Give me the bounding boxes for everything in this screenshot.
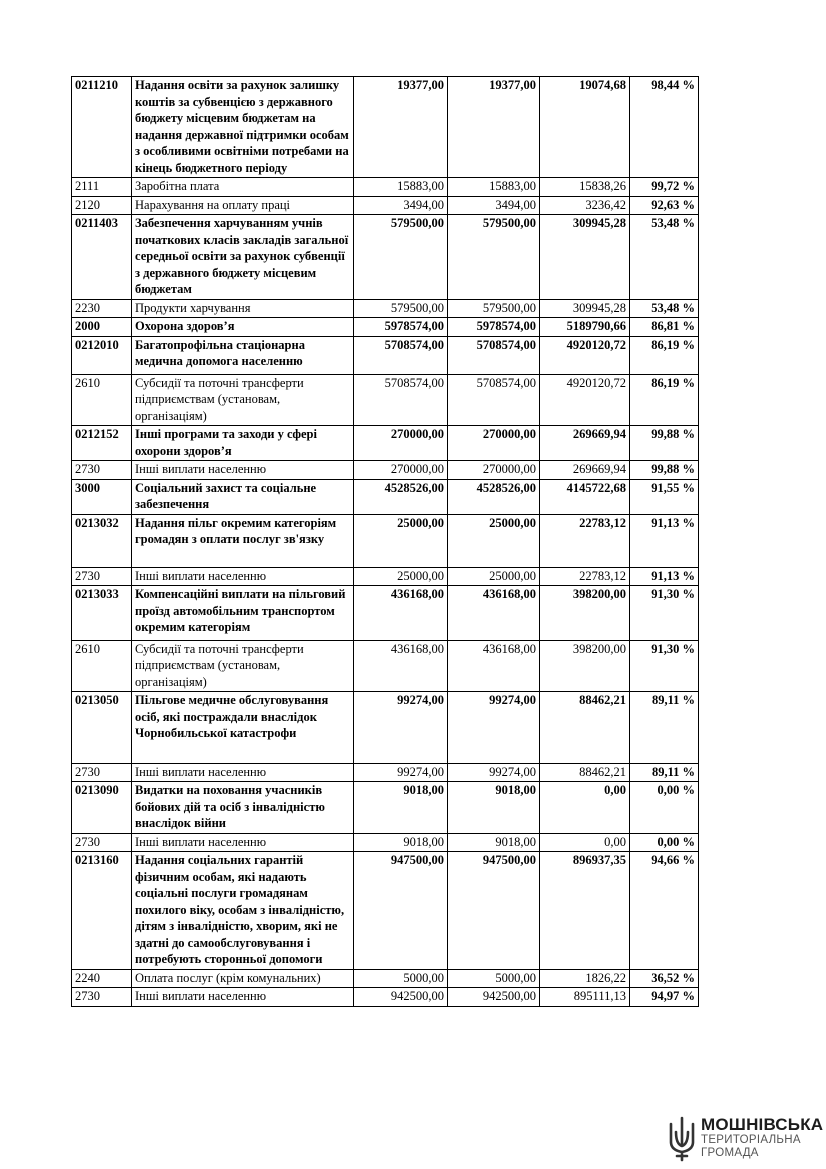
row-actual: 269669,94 xyxy=(540,461,630,480)
table-row xyxy=(72,833,699,852)
table-row xyxy=(72,852,699,970)
logo-subtitle-1: ТЕРИТОРІАЛЬНА xyxy=(701,1134,801,1146)
row-actual: 398200,00 xyxy=(540,586,630,641)
row-code: 0211210 xyxy=(72,77,132,178)
row-percent: 36,52 % xyxy=(630,969,699,988)
table-row xyxy=(72,77,699,178)
budget-execution-table xyxy=(71,76,699,1007)
row-code: 2730 xyxy=(72,567,132,586)
row-name: Продукти харчування xyxy=(132,299,354,318)
row-plan-year: 579500,00 xyxy=(354,215,448,300)
row-percent: 91,13 % xyxy=(630,567,699,586)
row-actual: 0,00 xyxy=(540,782,630,834)
row-code: 2730 xyxy=(72,833,132,852)
row-code: 2120 xyxy=(72,196,132,215)
table-row xyxy=(72,969,699,988)
row-actual: 269669,94 xyxy=(540,426,630,461)
table-row xyxy=(72,692,699,764)
row-code: 0213160 xyxy=(72,852,132,970)
row-actual: 4145722,68 xyxy=(540,479,630,514)
table-row xyxy=(72,586,699,641)
row-plan-year: 3494,00 xyxy=(354,196,448,215)
table-row xyxy=(72,479,699,514)
table-row xyxy=(72,988,699,1007)
row-actual: 1826,22 xyxy=(540,969,630,988)
row-percent: 99,88 % xyxy=(630,461,699,480)
row-plan-period: 270000,00 xyxy=(448,461,540,480)
row-name: Інші виплати населенню xyxy=(132,988,354,1007)
row-actual: 88462,21 xyxy=(540,692,630,764)
row-name: Інші виплати населенню xyxy=(132,461,354,480)
row-actual: 15838,26 xyxy=(540,178,630,197)
row-plan-year: 25000,00 xyxy=(354,567,448,586)
row-percent: 91,55 % xyxy=(630,479,699,514)
row-name: Інші виплати населенню xyxy=(132,763,354,782)
row-plan-period: 4528526,00 xyxy=(448,479,540,514)
row-plan-year: 5000,00 xyxy=(354,969,448,988)
row-actual: 4920120,72 xyxy=(540,374,630,426)
row-actual: 895111,13 xyxy=(540,988,630,1007)
row-name: Охорона здоров’я xyxy=(132,318,354,337)
table-row xyxy=(72,426,699,461)
row-percent: 94,66 % xyxy=(630,852,699,970)
row-plan-year: 579500,00 xyxy=(354,299,448,318)
row-name: Заробітна плата xyxy=(132,178,354,197)
row-plan-period: 436168,00 xyxy=(448,586,540,641)
row-plan-year: 5708574,00 xyxy=(354,336,448,374)
row-plan-period: 99274,00 xyxy=(448,692,540,764)
row-code: 0212010 xyxy=(72,336,132,374)
row-plan-year: 270000,00 xyxy=(354,426,448,461)
row-percent: 92,63 % xyxy=(630,196,699,215)
row-plan-period: 5978574,00 xyxy=(448,318,540,337)
row-plan-period: 270000,00 xyxy=(448,426,540,461)
row-plan-period: 15883,00 xyxy=(448,178,540,197)
row-name: Надання соціальних гарантій фізичним особам, які надають соціальні послуги громадянам похилого віку, особам з інвалідністю, дітям з інвалідністю, хворим, які не здатні до самообслуговування і потребують сторонньої допомоги xyxy=(132,852,354,970)
row-code: 0213090 xyxy=(72,782,132,834)
row-code: 2730 xyxy=(72,461,132,480)
row-plan-year: 9018,00 xyxy=(354,782,448,834)
row-name: Інші виплати населенню xyxy=(132,567,354,586)
row-percent: 86,19 % xyxy=(630,374,699,426)
logo-subtitle-2: ГРОМАДА xyxy=(701,1147,759,1159)
row-name: Компенсаційні виплати на пільговий проїзд автомобільним транспортом окремим категоріям xyxy=(132,586,354,641)
row-percent: 89,11 % xyxy=(630,763,699,782)
row-plan-year: 99274,00 xyxy=(354,692,448,764)
row-code: 0213050 xyxy=(72,692,132,764)
row-actual: 22783,12 xyxy=(540,514,630,567)
row-actual: 0,00 xyxy=(540,833,630,852)
row-percent: 98,44 % xyxy=(630,77,699,178)
row-name: Оплата послуг (крім комунальних) xyxy=(132,969,354,988)
row-plan-period: 25000,00 xyxy=(448,514,540,567)
table-row xyxy=(72,763,699,782)
row-percent: 0,00 % xyxy=(630,782,699,834)
row-plan-period: 3494,00 xyxy=(448,196,540,215)
table-row xyxy=(72,318,699,337)
row-plan-period: 25000,00 xyxy=(448,567,540,586)
row-plan-period: 99274,00 xyxy=(448,763,540,782)
table-row xyxy=(72,336,699,374)
row-code: 2111 xyxy=(72,178,132,197)
row-percent: 53,48 % xyxy=(630,299,699,318)
row-percent: 99,88 % xyxy=(630,426,699,461)
row-name: Субсидії та поточні трансферти підприємствам (установам, організаціям) xyxy=(132,374,354,426)
row-percent: 86,19 % xyxy=(630,336,699,374)
row-name: Багатопрофільна стаціонарна медична допомога населенню xyxy=(132,336,354,374)
table-body xyxy=(72,77,699,1007)
row-percent: 91,30 % xyxy=(630,640,699,692)
table-row xyxy=(72,567,699,586)
row-plan-period: 579500,00 xyxy=(448,215,540,300)
row-plan-period: 5708574,00 xyxy=(448,336,540,374)
row-plan-year: 947500,00 xyxy=(354,852,448,970)
row-code: 2610 xyxy=(72,374,132,426)
row-code: 0213033 xyxy=(72,586,132,641)
row-name: Нарахування на оплату праці xyxy=(132,196,354,215)
row-plan-period: 19377,00 xyxy=(448,77,540,178)
row-plan-year: 9018,00 xyxy=(354,833,448,852)
row-code: 2610 xyxy=(72,640,132,692)
row-actual: 88462,21 xyxy=(540,763,630,782)
row-name: Інші виплати населенню xyxy=(132,833,354,852)
row-percent: 91,13 % xyxy=(630,514,699,567)
row-name: Видатки на поховання учасників бойових дій та осіб з інвалідністю внаслідок війни xyxy=(132,782,354,834)
row-plan-year: 436168,00 xyxy=(354,586,448,641)
community-logo xyxy=(667,1115,824,1164)
table-row xyxy=(72,514,699,567)
row-code: 2730 xyxy=(72,988,132,1007)
row-plan-year: 99274,00 xyxy=(354,763,448,782)
row-plan-year: 436168,00 xyxy=(354,640,448,692)
table-row xyxy=(72,782,699,834)
row-actual: 309945,28 xyxy=(540,215,630,300)
table-row xyxy=(72,374,699,426)
row-percent: 89,11 % xyxy=(630,692,699,764)
table-row xyxy=(72,299,699,318)
row-percent: 86,81 % xyxy=(630,318,699,337)
table-row xyxy=(72,640,699,692)
row-actual: 309945,28 xyxy=(540,299,630,318)
row-plan-period: 9018,00 xyxy=(448,833,540,852)
row-name: Субсидії та поточні трансферти підприємствам (установам, організаціям) xyxy=(132,640,354,692)
row-plan-period: 942500,00 xyxy=(448,988,540,1007)
row-code: 3000 xyxy=(72,479,132,514)
logo-name: МОШНІВСЬКА xyxy=(701,1115,824,1134)
row-plan-period: 579500,00 xyxy=(448,299,540,318)
row-plan-year: 5978574,00 xyxy=(354,318,448,337)
row-percent: 99,72 % xyxy=(630,178,699,197)
table-row xyxy=(72,196,699,215)
trident-icon xyxy=(667,1116,697,1162)
row-code: 2230 xyxy=(72,299,132,318)
row-name: Надання пільг окремим категоріям громадян з оплати послуг зв'язку xyxy=(132,514,354,567)
row-actual: 896937,35 xyxy=(540,852,630,970)
row-actual: 5189790,66 xyxy=(540,318,630,337)
row-name: Соціальний захист та соціальне забезпечення xyxy=(132,479,354,514)
row-actual: 398200,00 xyxy=(540,640,630,692)
row-plan-year: 19377,00 xyxy=(354,77,448,178)
row-name: Інші програми та заходи у сфері охорони здоров’я xyxy=(132,426,354,461)
row-actual: 19074,68 xyxy=(540,77,630,178)
row-percent: 53,48 % xyxy=(630,215,699,300)
row-plan-year: 5708574,00 xyxy=(354,374,448,426)
row-code: 0211403 xyxy=(72,215,132,300)
row-plan-year: 25000,00 xyxy=(354,514,448,567)
row-name: Надання освіти за рахунок залишку коштів за субвенцією з державного бюджету місцевим бюджетам на надання державної підтримки особам з особливими освітніми потребами на кінець бюджетного періоду xyxy=(132,77,354,178)
row-plan-period: 9018,00 xyxy=(448,782,540,834)
row-plan-period: 436168,00 xyxy=(448,640,540,692)
row-actual: 22783,12 xyxy=(540,567,630,586)
row-plan-year: 942500,00 xyxy=(354,988,448,1007)
row-percent: 94,97 % xyxy=(630,988,699,1007)
row-code: 2730 xyxy=(72,763,132,782)
row-plan-period: 5000,00 xyxy=(448,969,540,988)
row-plan-year: 15883,00 xyxy=(354,178,448,197)
row-code: 0212152 xyxy=(72,426,132,461)
table-row xyxy=(72,215,699,300)
row-plan-year: 4528526,00 xyxy=(354,479,448,514)
row-percent: 91,30 % xyxy=(630,586,699,641)
table-row xyxy=(72,461,699,480)
row-plan-period: 5708574,00 xyxy=(448,374,540,426)
row-name: Пільгове медичне обслуговування осіб, які постраждали внаслідок Чорнобильської катастрофи xyxy=(132,692,354,764)
row-name: Забезпечення харчуванням учнів початкових класів закладів загальної середньої освіти за рахунок субвенції з державного бюджету місцевим бюджетам xyxy=(132,215,354,300)
row-actual: 3236,42 xyxy=(540,196,630,215)
row-actual: 4920120,72 xyxy=(540,336,630,374)
row-plan-year: 270000,00 xyxy=(354,461,448,480)
row-code: 0213032 xyxy=(72,514,132,567)
row-plan-period: 947500,00 xyxy=(448,852,540,970)
row-code: 2000 xyxy=(72,318,132,337)
table-row xyxy=(72,178,699,197)
row-percent: 0,00 % xyxy=(630,833,699,852)
row-code: 2240 xyxy=(72,969,132,988)
